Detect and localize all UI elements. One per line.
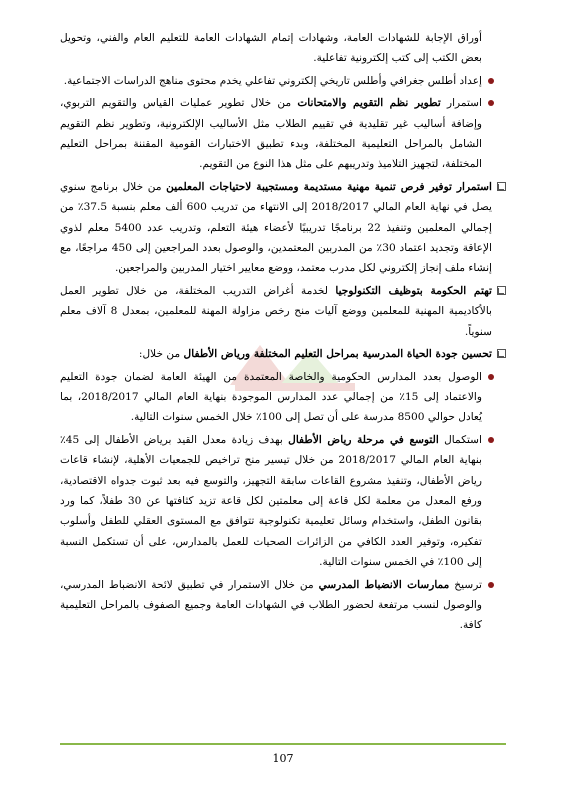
paragraph bbox=[60, 281, 506, 342]
paragraph bbox=[60, 71, 496, 91]
paragraph bbox=[60, 93, 496, 175]
paragraph bbox=[60, 430, 496, 573]
paragraph-lead: استكمال bbox=[438, 433, 483, 446]
paragraph-text bbox=[60, 28, 482, 69]
paragraph bbox=[60, 28, 496, 69]
paragraph-body: من خلال: bbox=[138, 348, 184, 361]
paragraph-text bbox=[60, 281, 492, 342]
checkbox-bullet-icon bbox=[497, 182, 506, 191]
bullet-dot-icon bbox=[488, 78, 494, 84]
paragraph-text bbox=[60, 344, 492, 364]
paragraph-bold: تطوير نظم التقويم والامتحانات bbox=[297, 97, 441, 110]
bullet-marker bbox=[482, 575, 496, 588]
checkbox-bullet-icon bbox=[497, 349, 506, 358]
paragraph-body: من خلال الاستمرار في تطبيق لائحة الانضباط المدرسي، والوصول لنسب مرتفعة لحضور الطلاب في الشهادات العامة وجميع الصفوف بالمراحل التعليمية كافة. bbox=[60, 578, 482, 632]
bullet-dot-icon bbox=[488, 437, 494, 443]
paragraph-bold: ممارسات الانضباط المدرسي bbox=[318, 578, 450, 591]
paragraph-bold: تحسين جودة الحياة المدرسية بمراحل التعليم المختلفة ورياض الأطفال bbox=[183, 348, 492, 361]
bullet-marker bbox=[492, 281, 506, 295]
bullet-marker bbox=[482, 430, 496, 443]
paragraph-text bbox=[60, 177, 492, 279]
indent-spacer bbox=[482, 28, 496, 35]
bullet-dot-icon bbox=[488, 100, 494, 106]
paragraph-body: أوراق الإجابة للشهادات العامة، وشهادات إتمام الشهادات العامة للتعليم العام والفني، وتحويل بعض الكتب إلى كتب إلكترونية تفاعلية. bbox=[60, 32, 482, 65]
paragraph-body: بهدف زيادة معدل القيد برياض الأطفال إلى 45٪ بنهاية العام المالي 2018/2017 من خلال تيسير منح تراخيص للجمعيات الأهلية، لإنشاء قاعات رياض الأطفال، وتنفيذ مشروع القاعات سابقة التجهيز، والتوسع فيه بعد ثبوت جدواه الاقتصادية، ورفع المعدل من معلمة لكل قاعة إلى معلمتين لكل قاعة تزيد كثافتها عن 30 طفلاً، كما ورد بقانون الطفل، واستخدام وسائل تعليمية تكنولوجية تتوافق مع المستوى العقلي للطفل وأسلوب تفكيره، وتوفير العدد الكافي من الزائرات الصحيات للعمل بالمدارس، على أن تستكمل النسبة إلى 100٪ في الخمس سنوات التالية. bbox=[60, 433, 483, 569]
paragraph bbox=[60, 344, 506, 364]
paragraph-text bbox=[60, 430, 482, 573]
paragraph-text bbox=[60, 367, 482, 428]
paragraph bbox=[60, 367, 496, 428]
checkbox-bullet-icon bbox=[497, 286, 506, 295]
bullet-marker bbox=[492, 344, 506, 358]
bullet-marker bbox=[482, 367, 496, 380]
paragraph-text bbox=[60, 93, 482, 175]
bullet-marker bbox=[482, 71, 496, 84]
paragraph-body: من خلال تطوير عمليات القياس والتقويم التربوي، وإضافة أساليب غير تقليدية في تقييم الطلاب مثل الأساليب الإلكترونية، وتطوير نظم التقويم الشامل بالمراحل التعليمية المختلفة، وبدء تطبيق الاختبارات القومية المقننة بمراحل التعليم المختلفة، لتجهيز التلاميذ وتدريبهم على مثل هذا النوع من التقويم. bbox=[60, 97, 482, 171]
paragraph bbox=[60, 575, 496, 636]
paragraph bbox=[60, 177, 506, 279]
paragraph-bold: التوسع في مرحلة رياض الأطفال bbox=[288, 433, 439, 446]
paragraph-bold: تهتم الحكومة بتوظيف التكنولوجيا bbox=[335, 284, 492, 297]
body-text bbox=[60, 28, 506, 638]
paragraph-bold: استمرار توفير فرص تنمية مهنية مستديمة ومستجيبة لاحتياجات المعلمين bbox=[166, 180, 492, 193]
paragraph-text bbox=[60, 71, 482, 91]
paragraph-text bbox=[60, 575, 482, 636]
paragraph-lead: استمرار bbox=[440, 97, 482, 110]
paragraph-body: الوصول بعدد المدارس الحكومية والخاصة المعتمدة من الهيئة العامة لضمان جودة التعليم والاعتماد إلى 15٪ من إجمالي عدد المدارس الموجودة بنهاية العام المالي 2018/2017، بما يُعادل حوالي 8500 مدرسة على أن تصل إلى 100٪ خلال الخمس سنوات التالية. bbox=[60, 370, 482, 424]
bullet-marker bbox=[482, 93, 496, 106]
paragraph-lead: ترسيخ bbox=[449, 578, 483, 591]
paragraph-body: إعداد أطلس جغرافي وأطلس تاريخي إلكتروني تفاعلي يخدم محتوى مناهج الدراسات الاجتماعية. bbox=[63, 74, 482, 87]
page-number: 107 bbox=[272, 752, 294, 765]
paragraph-body: من خلال برنامج سنوي يصل في نهاية العام المالي 2018/2017 إلى الانتهاء من تدريب 600 ألف معلم بنسبة 37.5٪ من إجمالي المعلمين وتنفيذ 22 برنامجًا تدريبيًا لأعضاء هيئة التعلم، وتدريب عدد 5400 معلم لذوي الإعاقة وتجديد اعتماد 30٪ من المدربين المعتمدين، والوصول بعدد المراجعين إلى 450 مراجعًا، مع إنشاء ملف إنجاز إلكتروني لكل مدرب معتمد، ووضع معايير اختيار المدربين والمراجعين. bbox=[60, 180, 492, 275]
bullet-dot-icon bbox=[488, 374, 494, 380]
paragraph-body: لخدمة أغراض التدريب المختلفة، من خلال تطوير العمل بالأكاديمية المهنية للمعلمين ووضع آليات منح رخص مزاولة المهنة للمعلمين، بمعدل 8 آلاف معلم سنوياً. bbox=[60, 284, 492, 338]
footer-rule bbox=[60, 743, 506, 745]
bullet-dot-icon bbox=[488, 582, 494, 588]
bullet-marker bbox=[492, 177, 506, 191]
